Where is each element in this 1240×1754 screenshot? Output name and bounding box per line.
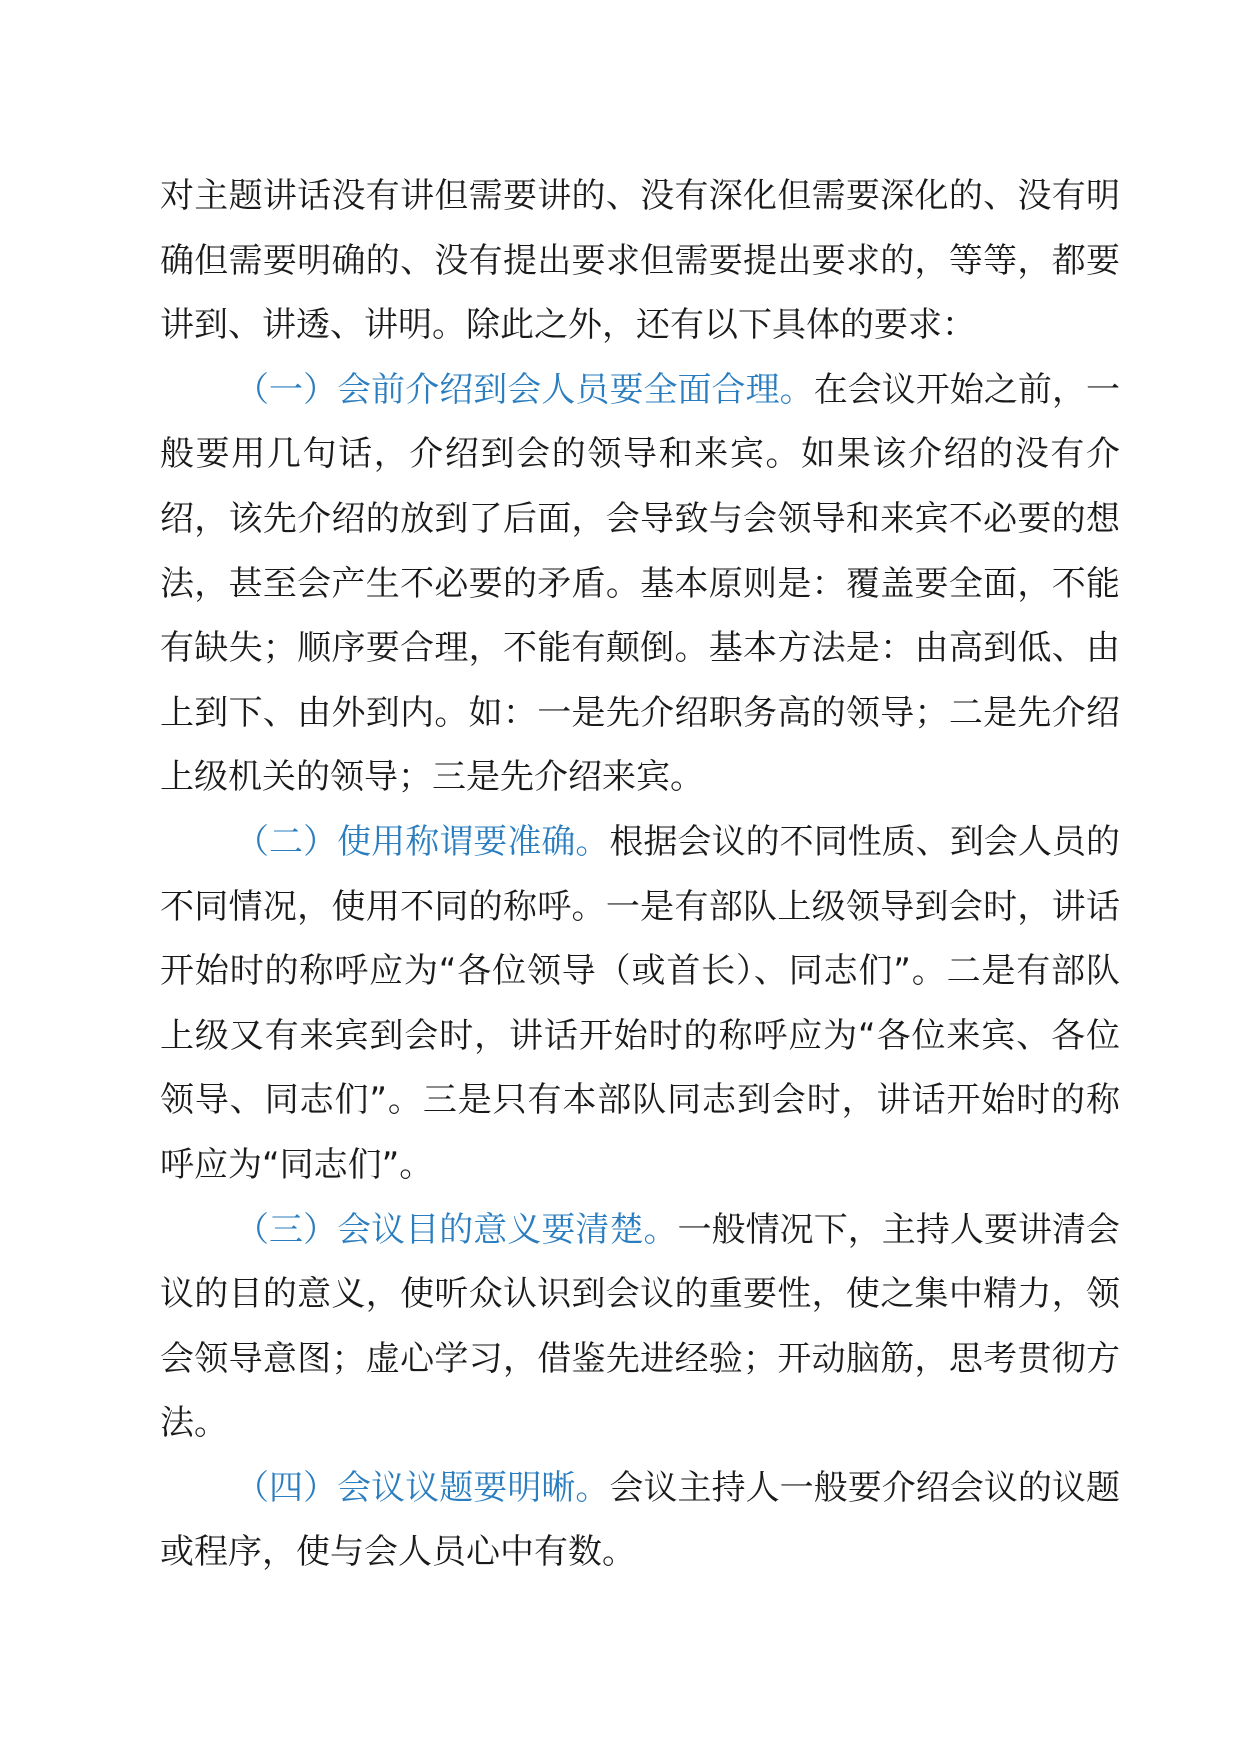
section-4-paragraph xyxy=(160,1456,1120,1585)
intro-paragraph: 对主题讲话没有讲但需要讲的、没有深化但需要深化的、没有明确但需要明确的、没有提出要求但需要提出要求的，等等，都要讲到、讲透、讲明。除此之外，还有以下具体的要求： xyxy=(160,176,1120,346)
section-3-heading: （三）会议目的意义要清楚。 xyxy=(235,1209,678,1250)
document-page xyxy=(160,164,1120,1585)
section-4-body: 会议主持人一般要介绍会议的议题或程序，使与会人员心中有数。 xyxy=(160,1467,1121,1573)
section-2-body: 根据会议的不同性质、到会人员的不同情况，使用不同的称呼。一是有部队上级领导到会时，讲话开始时的称呼应为“各位领导（或首长）、同志们”。二是有部队上级又有来宾到会时，讲话开始时的称呼应为“各位来宾、各位领导、同志们”。三是只有本部队同志到会时，讲话开始时的称呼应为“同志们”。 xyxy=(160,821,1121,1185)
section-4-heading: （四）会议议题要明晰。 xyxy=(235,1467,610,1508)
section-1-paragraph xyxy=(160,358,1120,810)
section-1-heading: （一）会前介绍到会人员要全面合理。 xyxy=(235,369,814,410)
section-1-body: 在会议开始之前，一般要用几句话，介绍到会的领导和来宾。如果该介绍的没有介绍，该先介绍的放到了后面，会导致与会领导和来宾不必要的想法，甚至会产生不必要的矛盾。基本原则是：覆盖要全面，不能有缺失；顺序要合理，不能有颠倒。基本方法是：由高到低、由上到下、由外到内。如：一是先介绍职务高的领导；二是先介绍上级机关的领导；三是先介绍来宾。 xyxy=(160,369,1121,798)
section-2-paragraph xyxy=(160,810,1120,1198)
section-3-body: 一般情况下，主持人要讲清会议的目的意义，使听众认识到会议的重要性，使之集中精力，领会领导意图；虚心学习，借鉴先进经验；开动脑筋，思考贯彻方法。 xyxy=(160,1209,1121,1444)
section-3-paragraph xyxy=(160,1198,1120,1456)
section-2-heading: （二）使用称谓要准确。 xyxy=(235,821,610,862)
